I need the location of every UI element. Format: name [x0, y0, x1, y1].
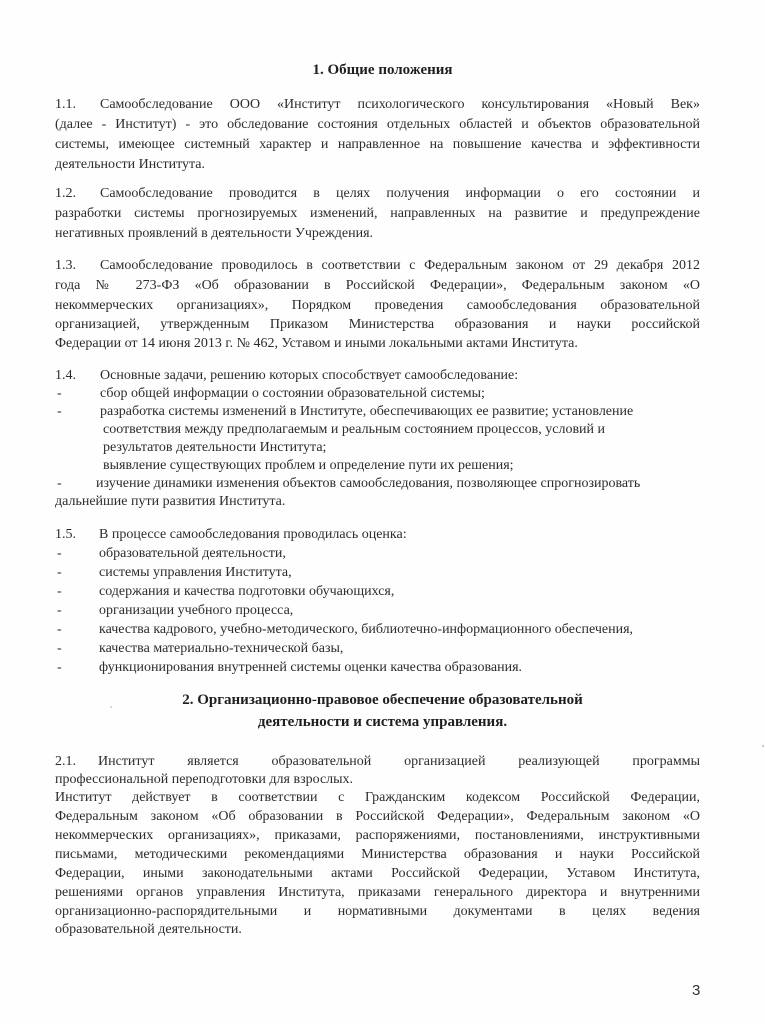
list-bullet-dash: -	[57, 641, 62, 656]
text-line: негативных проявлений в деятельности Учреждения.	[55, 226, 374, 241]
text-line: письмами, методическими рекомендациями Министерства образования и науки Российской	[55, 847, 700, 862]
list-bullet-dash: -	[57, 660, 62, 675]
text-line: Институт действует в соответствии с Гражданским кодексом Российской Федерации,	[55, 790, 700, 805]
text-line: решениями органов управления Института, приказами генерального директора и внутренними	[55, 885, 700, 900]
list-bullet-dash: -	[57, 386, 62, 401]
list-item: образовательной деятельности,	[99, 546, 286, 561]
scan-speck	[110, 706, 112, 708]
list-item: функционирования внутренней системы оценки качества образования.	[99, 660, 523, 675]
section-2-heading-line-2: деятельности и система управления.	[257, 714, 508, 730]
section-1-heading: 1. Общие положения	[312, 62, 453, 78]
paragraph-number: 1.1.	[55, 97, 76, 112]
paragraph-number: 1.5.	[55, 527, 76, 542]
text-line: разработки системы прогнозируемых изменений, направленных на развитие и предупреждение	[55, 206, 700, 221]
list-item-continuation: дальнейшие пути развития Института.	[55, 494, 286, 509]
paragraph-number: 2.1.	[55, 754, 76, 769]
text-line: некоммерческих организациях», Порядком проведения самообследования образовательной	[55, 298, 700, 313]
list-item-continuation: соответствия между предполагаемым и реальным состоянием процессов, условий и	[103, 422, 606, 437]
section-2-heading-line-1: 2. Организационно-правовое обеспечение образовательной	[182, 692, 583, 708]
text-line: организационно-распорядительными и нормативными документами в целях ведения	[55, 904, 700, 919]
scan-speck	[762, 745, 764, 747]
paragraph-number: 1.3.	[55, 258, 76, 273]
list-item: выявление существующих проблем и определение пути их решения;	[103, 458, 514, 473]
text-line: деятельности Института.	[55, 157, 206, 172]
text-line: Федерации от 14 июня 2013 г. № 462, Уставом и иными локальными актами Института.	[55, 336, 578, 351]
list-item: содержания и качества подготовки обучающихся,	[99, 584, 395, 599]
text-line: года № 273-ФЗ «Об образовании в Российской Федерации», Федеральным законом «О	[55, 278, 700, 293]
text-line: Самообследование ООО «Институт психологического консультирования «Новый Век»	[100, 97, 700, 112]
list-bullet-dash: -	[57, 546, 62, 561]
list-intro: Основные задачи, решению которых способствует самообследование:	[100, 368, 519, 383]
list-item: организации учебного процесса,	[99, 603, 294, 618]
list-item: системы управления Института,	[99, 565, 292, 580]
list-bullet-dash: -	[57, 476, 62, 491]
text-line: системы, имеющее системный характер и направленное на повышение качества и эффективности	[55, 137, 700, 152]
list-item: сбор общей информации о состоянии образовательной системы;	[100, 386, 485, 401]
text-line: (далее - Институт) - это обследование состояния отдельных областей и объектов образовательной	[55, 117, 700, 132]
list-bullet-dash: -	[57, 584, 62, 599]
list-bullet-dash: -	[57, 603, 62, 618]
paragraph-number: 1.4.	[55, 368, 76, 383]
list-bullet-dash: -	[57, 622, 62, 637]
paragraph-number: 1.2.	[55, 186, 76, 201]
list-item: разработка системы изменений в Институте, обеспечивающих ее развитие; установление	[100, 404, 634, 419]
text-line: организацией, утвержденным Приказом Министерства образования и науки российской	[55, 317, 700, 332]
text-line: Институт является образовательной организацией реализующей программы	[98, 754, 700, 769]
text-line: Самообследование проводилось в соответствии с Федеральным законом от 29 декабря 2012	[100, 258, 700, 273]
text-line: Самообследование проводится в целях получения информации о его состоянии и	[100, 186, 700, 201]
list-item: изучение динамики изменения объектов самообследования, позволяющее спрогнозировать	[96, 476, 641, 491]
text-line: Федерации, иными законодательными актами Российской Федерации, Уставом Института,	[55, 866, 700, 881]
text-line: профессиональной переподготовки для взрослых.	[55, 772, 354, 787]
text-line: образовательной деятельности.	[55, 922, 242, 937]
page-number: 3	[692, 982, 701, 999]
list-bullet-dash: -	[57, 404, 62, 419]
list-intro: В процессе самообследования проводилась оценка:	[99, 527, 407, 542]
text-line: Федеральным законом «Об образовании в Российской Федерации», Федеральным законом «О	[55, 809, 700, 824]
list-item: качества материально-технической базы,	[99, 641, 344, 656]
list-item: качества кадрового, учебно-методического, библиотечно-информационного обеспечения,	[99, 622, 634, 637]
text-line: некоммерческих организациях», приказами, распоряжениями, постановлениями, инструктивными	[55, 828, 700, 843]
list-bullet-dash: -	[57, 565, 62, 580]
list-item-continuation: результатов деятельности Института;	[103, 440, 327, 455]
